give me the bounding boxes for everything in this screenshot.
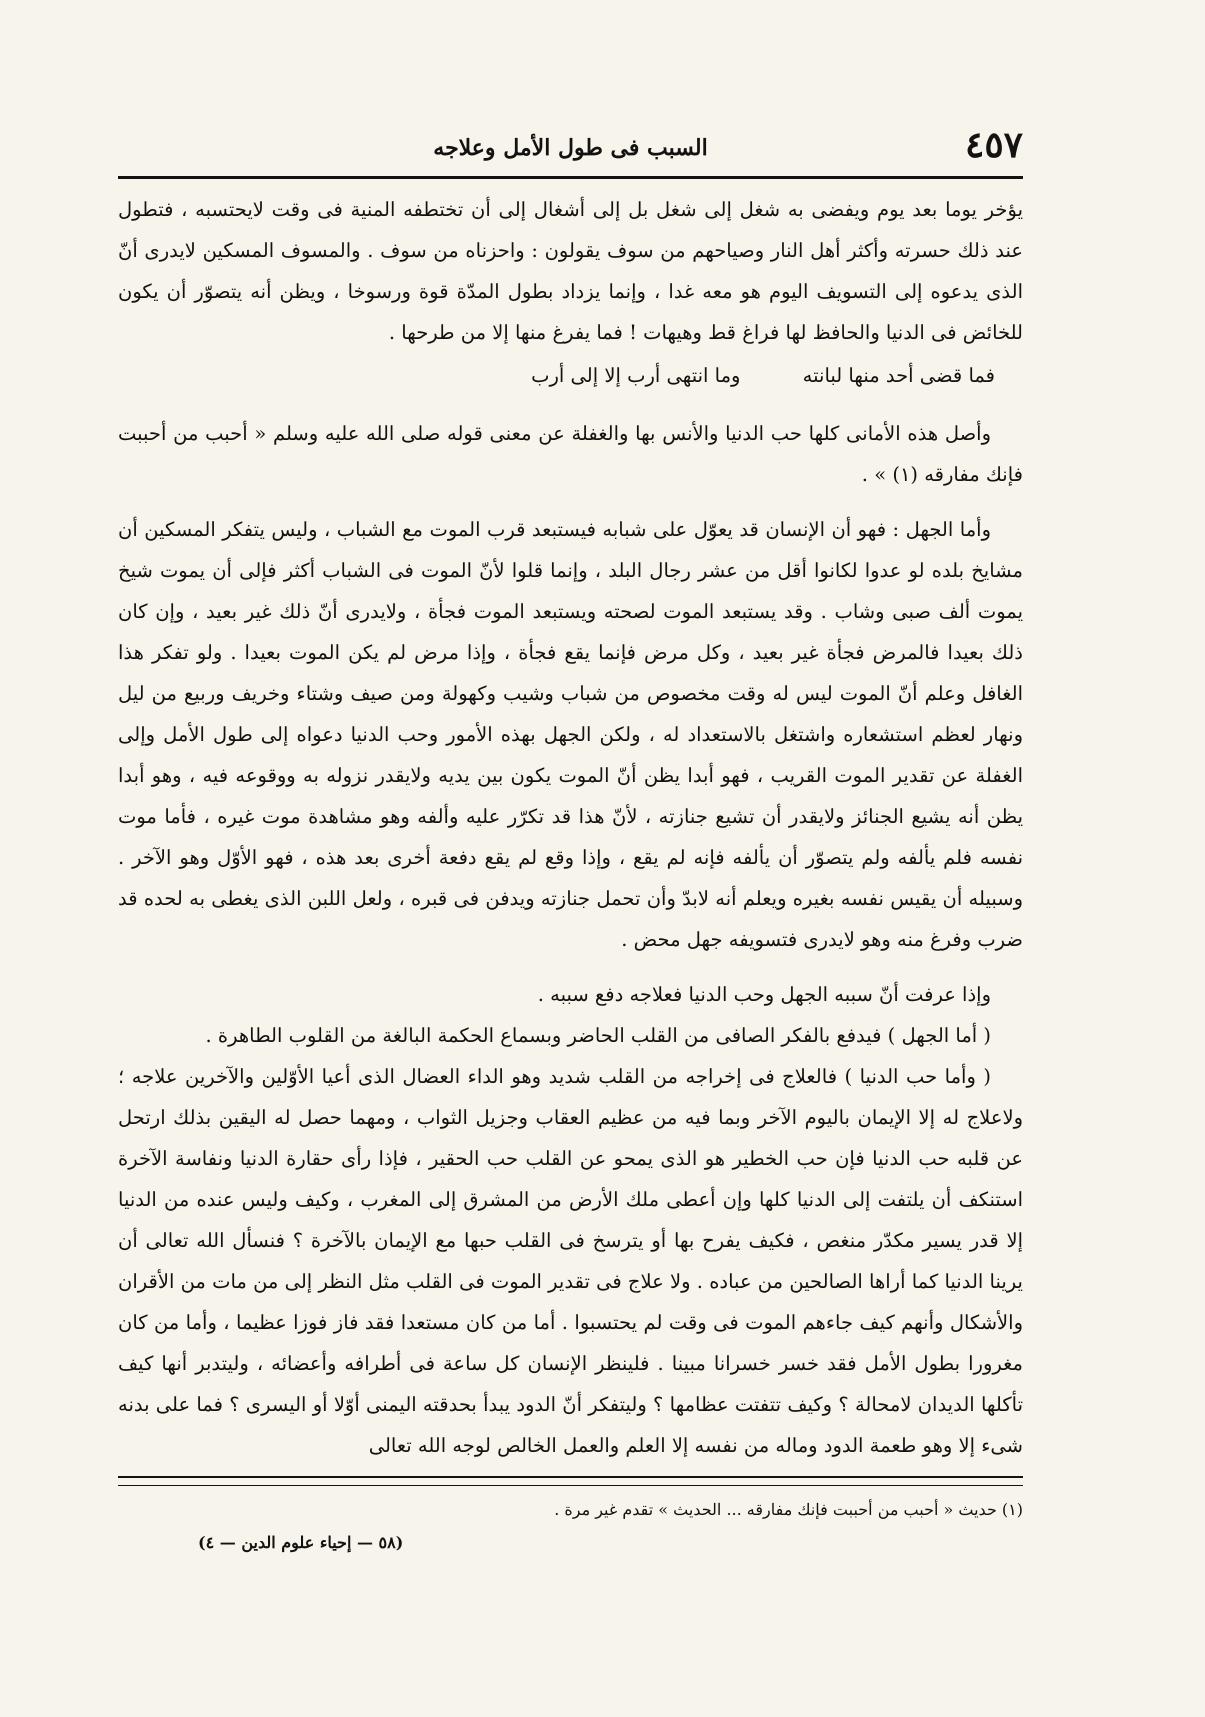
header-rule — [118, 176, 1023, 179]
book-page — [118, 120, 1023, 1680]
paragraph-6: ( وأما حب الدنيا ) فالعلاج فى إخراجه من القلب شديد وهو الداء العضال الذى أعيا الأوّلين والآخرين علاجه ؛ ولاعلاج له إلا الإيمان باليوم الآخر وبما فيه من عظيم العقاب وجزيل الثواب ، ومهما حصل له اليقين بذلك ارتحل عن قلبه حب الدنيا فإن حب الخطير هو الذى يمحو عن القلب حب الحقير ، فإذا رأى حقارة الدنيا ونفاسة الآخرة استنكف أن يلتفت إلى الدنيا كلها وإن أعطى ملك الأرض من المشرق إلى المغرب ، وكيف وليس عنده من الدنيا إلا قدر يسير مكدّر منغص ، فكيف يفرح بها أو يترسخ فى القلب حبها مع الإيمان بالآخرة ؟ فنسأل الله تعالى أن يرينا الدنيا كما أراها الصالحين من عباده . ولا علاج فى تقدير الموت فى القلب مثل النظر إلى من مات من الأقران والأشكال وأنهم كيف جاءهم الموت فى وقت لم يحتسبوا . أما من كان مستعدا فقد فاز فوزا عظيما ، وأما من كان مغرورا بطول الأمل فقد خسر خسرانا مبينا . فلينظر الإنسان كل ساعة فى أطرافه وأعضائه ، وليتدبر أنها كيف تأكلها الديدان لامحالة ؟ وكيف تتفتت عظامها ؟ وليتفكر أنّ الدود يبدأ بحدقته اليمنى أوّلا أو اليسرى ؟ فما على بدنه شىء إلا وهو طعمة الدود وماله من نفسه إلا العلم والعمل الخالص لوجه الله تعالى — [118, 1065, 1023, 1457]
body-text — [118, 189, 1023, 1466]
verse-hemistich-a: فما قضى أحد منها لبانته — [802, 364, 995, 387]
running-head — [118, 120, 1023, 170]
signature-mark: (٥٨ — إحياء علوم الدين — ٤) — [198, 1533, 404, 1552]
verse-line — [118, 353, 1023, 399]
running-title: السبب فى طول الأمل وعلاجه — [433, 135, 708, 161]
verse-hemistich-b: وما انتهى أرب إلا إلى أرب — [531, 364, 741, 387]
paragraph-1: يؤخر يوما بعد يوم ويفضى به شغل إلى شغل بل إلى أشغال إلى أن تختطفه المنية فى وقت لايحتسبه ، فتطول عند ذلك حسرته وأكثر أهل النار وصياحهم من سوف يقولون : واحزناه من سوف . والمسوف المسكين لايدرى أنّ الذى يدعوه إلى التسويف اليوم هو معه غدا ، وإنما يزداد بطول المدّة قوة ورسوخا ، ويظن أنه يتصوّر أن يكون للخائض فى الدنيا والحافظ لها فراغ قط وهيهات ! فما يفرغ منها إلا من طرحها . — [118, 198, 1023, 344]
footnote-1: (١) حديث « أحبب من أحببت فإنك مفارقه ... الحديث » تقدم غير مرة . — [554, 1500, 1023, 1519]
footnote-rule — [118, 1476, 1023, 1486]
paragraph-gap — [118, 399, 1023, 413]
paragraph-2: وأصل هذه الأمانى كلها حب الدنيا والأنس بها والغفلة عن معنى قوله صلى الله عليه وسلم « أحبب من أحببت فإنك مفارقه (١) » . — [118, 422, 1023, 486]
paragraph-3: وأما الجهل : فهو أن الإنسان قد يعوّل على شبابه فيستبعد قرب الموت مع الشباب ، وليس يتفكر المسكين أن مشايخ بلده لو عدوا لكانوا أقل من عشر رجال البلد ، وإنما قلوا لأنّ الموت فى الشباب أكثر فإلى أن يموت شيخ يموت ألف صبى وشاب . وقد يستبعد الموت لصحته ويستبعد الموت فجأة ، ولايدرى أنّ ذلك غير بعيد ، وإن كان ذلك بعيدا فالمرض فجأة غير بعيد ، وكل مرض فإنما يقع فجأة ، وإذا مرض لم يكن الموت بعيدا . ولو تفكر هذا الغافل وعلم أنّ الموت ليس له وقت مخصوص من شباب وشيب وكهولة ومن صيف وشتاء وخريف وربيع من ليل ونهار لعظم استشعاره واشتغل بالاستعداد له ، ولكن الجهل بهذه الأمور وحب الدنيا دعواه إلى طول الأمل وإلى الغفلة عن تقدير الموت القريب ، فهو أبدا يظن أنّ الموت يكون بين يديه ولايقدر نزوله به ووقوعه فيه ، وهو أبدا يظن أنه يشيع الجنائز ولايقدر أن تشيع جنازته ، لأنّ هذا قد تكرّر عليه وألفه وهو مشاهدة موت غيره ، فأما موت نفسه فلم يألفه ولم يتصوّر أن يألفه فإنه لم يقع ، وإذا وقع لم يقع دفعة أخرى بعد هذه ، فهو الأوّل وهو الآخر . وسبيله أن يقيس نفسه بغيره ويعلم أنه لابدّ وأن تحمل جنازته ويدفن فى قبره ، ولعل اللبن الذى يغطى به لحده قد ضرب وفرغ منه وهو لايدرى فتسويفه جهل محض . — [118, 518, 1023, 951]
page-number: ٤٥٧ — [964, 124, 1023, 166]
paragraph-5: ( أما الجهل ) فيدفع بالفكر الصافى من القلب الحاضر وبسماع الحكمة البالغة من القلوب الطاهرة . — [205, 1024, 991, 1047]
paragraph-4: وإذا عرفت أنّ سببه الجهل وحب الدنيا فعلاجه دفع سببه . — [537, 983, 991, 1006]
paragraph-gap — [118, 960, 1023, 974]
paragraph-gap — [118, 495, 1023, 509]
